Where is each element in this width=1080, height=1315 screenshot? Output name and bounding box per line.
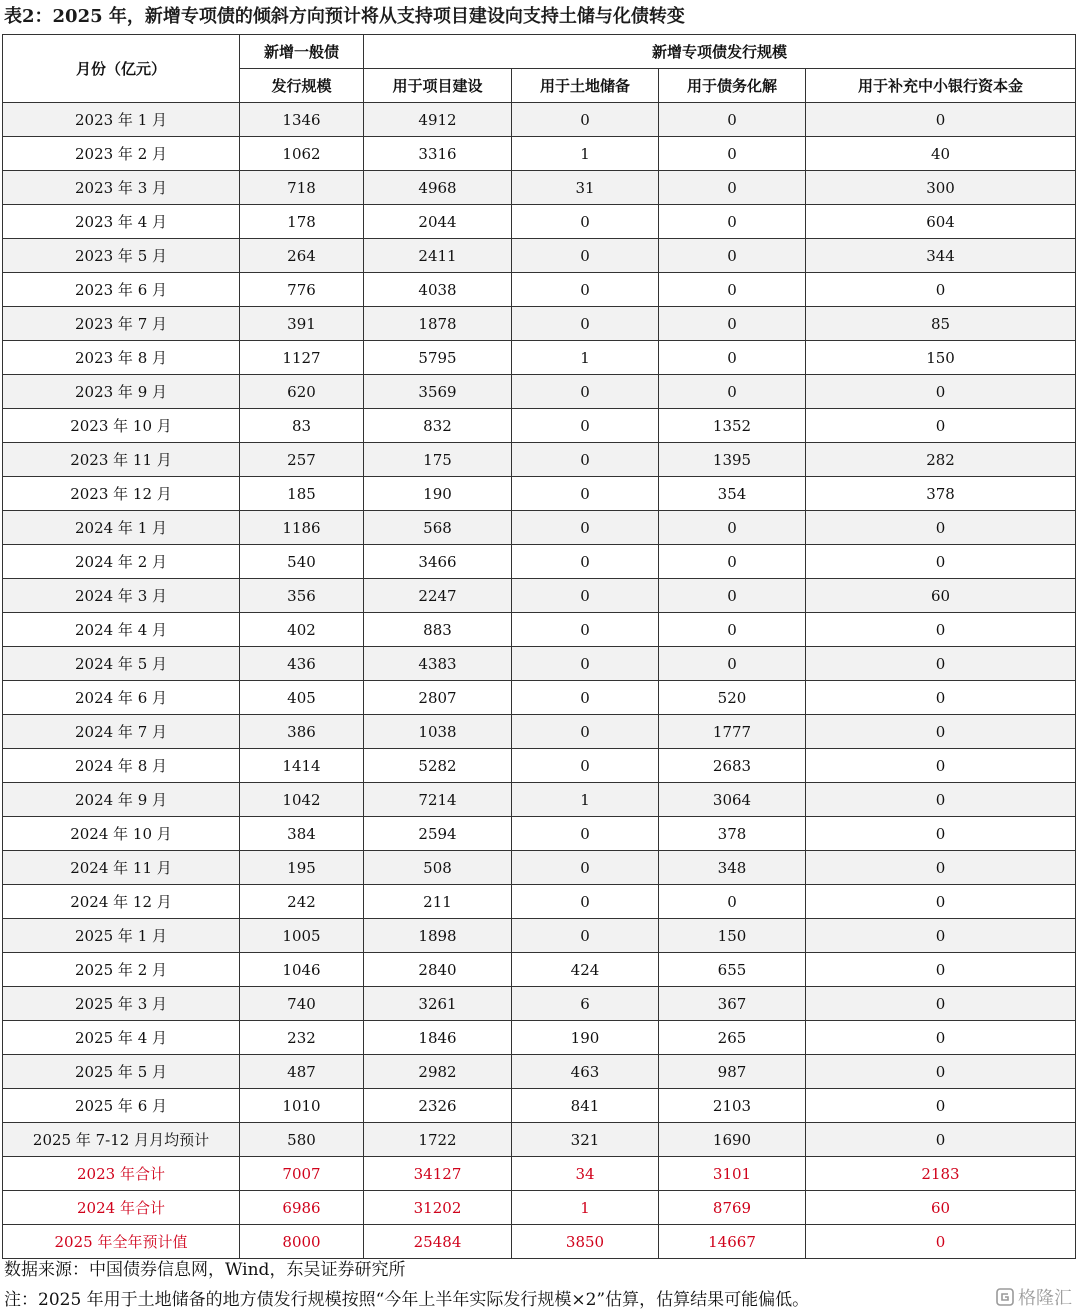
cell-debt: 150 [659, 919, 806, 953]
cell-bank: 0 [806, 1055, 1076, 1089]
bond-issuance-table [2, 34, 1076, 1259]
cell-land: 0 [512, 103, 659, 137]
cell-land: 1 [512, 783, 659, 817]
cell-debt: 354 [659, 477, 806, 511]
cell-debt: 0 [659, 579, 806, 613]
cell-general: 242 [240, 885, 364, 919]
total-row [3, 1191, 1076, 1225]
cell-month: 2025 年 4 月 [3, 1021, 240, 1055]
cell-land: 463 [512, 1055, 659, 1089]
watermark-text: 格隆汇 [1018, 1288, 1072, 1309]
cell-debt: 520 [659, 681, 806, 715]
cell-month: 2024 年 6 月 [3, 681, 240, 715]
cell-debt: 0 [659, 545, 806, 579]
cell-month: 2025 年 5 月 [3, 1055, 240, 1089]
cell-land: 0 [512, 545, 659, 579]
cell-general: 1042 [240, 783, 364, 817]
table-row [3, 1021, 1076, 1055]
cell-land: 0 [512, 919, 659, 953]
cell-bank: 344 [806, 239, 1076, 273]
cell-project: 4968 [364, 171, 512, 205]
table-row [3, 1055, 1076, 1089]
cell-bank: 0 [806, 783, 1076, 817]
total-cell-debt: 3101 [659, 1157, 806, 1191]
total-cell-bank: 2183 [806, 1157, 1076, 1191]
cell-project: 832 [364, 409, 512, 443]
total-cell-land: 34 [512, 1157, 659, 1191]
table-row [3, 307, 1076, 341]
cell-land: 0 [512, 205, 659, 239]
cell-project: 2594 [364, 817, 512, 851]
cell-land: 0 [512, 885, 659, 919]
cell-project: 3261 [364, 987, 512, 1021]
cell-general: 232 [240, 1021, 364, 1055]
cell-land: 1 [512, 137, 659, 171]
watermark [996, 1284, 1072, 1310]
cell-general: 487 [240, 1055, 364, 1089]
cell-month: 2023 年 5 月 [3, 239, 240, 273]
cell-general: 402 [240, 613, 364, 647]
cell-project: 175 [364, 443, 512, 477]
cell-debt: 0 [659, 239, 806, 273]
cell-general: 1010 [240, 1089, 364, 1123]
cell-land: 841 [512, 1089, 659, 1123]
cell-general: 1127 [240, 341, 364, 375]
cell-bank: 0 [806, 1089, 1076, 1123]
table-row [3, 783, 1076, 817]
total-cell-debt: 8769 [659, 1191, 806, 1225]
cell-bank: 0 [806, 681, 1076, 715]
cell-debt: 0 [659, 307, 806, 341]
cell-debt: 0 [659, 511, 806, 545]
cell-month: 2024 年 2 月 [3, 545, 240, 579]
table-row [3, 715, 1076, 749]
table-row [3, 171, 1076, 205]
cell-land: 0 [512, 613, 659, 647]
total-cell-project: 25484 [364, 1225, 512, 1259]
cell-month: 2024 年 12 月 [3, 885, 240, 919]
total-cell-bank: 0 [806, 1225, 1076, 1259]
cell-bank: 85 [806, 307, 1076, 341]
cell-bank: 0 [806, 749, 1076, 783]
table-body [3, 103, 1076, 1259]
table-row [3, 851, 1076, 885]
cell-project: 5795 [364, 341, 512, 375]
cell-project: 883 [364, 613, 512, 647]
cell-debt: 1777 [659, 715, 806, 749]
cell-month: 2023 年 9 月 [3, 375, 240, 409]
table-row [3, 239, 1076, 273]
cell-project: 4383 [364, 647, 512, 681]
cell-general: 391 [240, 307, 364, 341]
table-row [3, 579, 1076, 613]
cell-project: 2044 [364, 205, 512, 239]
cell-month: 2023 年 4 月 [3, 205, 240, 239]
cell-bank: 0 [806, 987, 1076, 1021]
header-special-group: 新增专项债发行规模 [364, 35, 1076, 69]
cell-land: 0 [512, 239, 659, 273]
header-general-line1: 新增一般债 [240, 35, 364, 69]
cell-land: 0 [512, 579, 659, 613]
cell-month: 2024 年 10 月 [3, 817, 240, 851]
cell-month: 2025 年 1 月 [3, 919, 240, 953]
cell-month: 2023 年 11 月 [3, 443, 240, 477]
cell-project: 211 [364, 885, 512, 919]
cell-general: 178 [240, 205, 364, 239]
cell-bank: 0 [806, 1021, 1076, 1055]
cell-land: 31 [512, 171, 659, 205]
cell-month: 2024 年 7 月 [3, 715, 240, 749]
cell-debt: 0 [659, 885, 806, 919]
cell-debt: 0 [659, 137, 806, 171]
header-land: 用于土地储备 [512, 69, 659, 103]
cell-general: 185 [240, 477, 364, 511]
table-row [3, 103, 1076, 137]
cell-land: 321 [512, 1123, 659, 1157]
footnote: 注：2025 年用于土地储备的地方债发行规模按照“今年上半年实际发行规模×2”估算，估算结果可能偏低。 [4, 1290, 810, 1310]
total-cell-project: 34127 [364, 1157, 512, 1191]
cell-general: 718 [240, 171, 364, 205]
total-cell-land: 1 [512, 1191, 659, 1225]
table-row [3, 613, 1076, 647]
table-row [3, 273, 1076, 307]
cell-project: 2807 [364, 681, 512, 715]
cell-project: 7214 [364, 783, 512, 817]
cell-general: 1005 [240, 919, 364, 953]
total-cell-month: 2025 年全年预计值 [3, 1225, 240, 1259]
cell-bank: 0 [806, 885, 1076, 919]
header-project: 用于项目建设 [364, 69, 512, 103]
cell-bank: 0 [806, 953, 1076, 987]
cell-land: 0 [512, 443, 659, 477]
cell-bank: 40 [806, 137, 1076, 171]
cell-project: 1898 [364, 919, 512, 953]
cell-general: 1062 [240, 137, 364, 171]
cell-bank: 0 [806, 817, 1076, 851]
cell-month: 2023 年 7 月 [3, 307, 240, 341]
cell-project: 2247 [364, 579, 512, 613]
cell-debt: 0 [659, 613, 806, 647]
table-row [3, 511, 1076, 545]
cell-debt: 0 [659, 171, 806, 205]
cell-month: 2024 年 5 月 [3, 647, 240, 681]
total-cell-debt: 14667 [659, 1225, 806, 1259]
cell-general: 1046 [240, 953, 364, 987]
cell-debt: 1395 [659, 443, 806, 477]
cell-project: 3316 [364, 137, 512, 171]
cell-project: 4912 [364, 103, 512, 137]
cell-month: 2023 年 2 月 [3, 137, 240, 171]
cell-bank: 0 [806, 715, 1076, 749]
cell-debt: 0 [659, 375, 806, 409]
cell-month: 2024 年 3 月 [3, 579, 240, 613]
cell-land: 0 [512, 647, 659, 681]
cell-general: 1346 [240, 103, 364, 137]
cell-bank: 0 [806, 919, 1076, 953]
cell-general: 620 [240, 375, 364, 409]
cell-bank: 0 [806, 851, 1076, 885]
table-row [3, 409, 1076, 443]
table-title: 表2：2025 年，新增专项债的倾斜方向预计将从支持项目建设向支持土储与化债转变 [4, 6, 685, 27]
cell-project: 3569 [364, 375, 512, 409]
cell-land: 0 [512, 749, 659, 783]
cell-month: 2025 年 2 月 [3, 953, 240, 987]
cell-land: 0 [512, 851, 659, 885]
cell-debt: 3064 [659, 783, 806, 817]
cell-bank: 0 [806, 545, 1076, 579]
cell-project: 2411 [364, 239, 512, 273]
table-row [3, 953, 1076, 987]
table-row [3, 205, 1076, 239]
cell-general: 405 [240, 681, 364, 715]
total-row [3, 1157, 1076, 1191]
cell-bank: 0 [806, 273, 1076, 307]
total-cell-month: 2023 年合计 [3, 1157, 240, 1191]
cell-project: 3466 [364, 545, 512, 579]
total-cell-bank: 60 [806, 1191, 1076, 1225]
cell-month: 2023 年 3 月 [3, 171, 240, 205]
cell-debt: 2103 [659, 1089, 806, 1123]
cell-land: 0 [512, 409, 659, 443]
total-cell-land: 3850 [512, 1225, 659, 1259]
cell-debt: 348 [659, 851, 806, 885]
cell-debt: 0 [659, 341, 806, 375]
cell-debt: 1352 [659, 409, 806, 443]
cell-project: 508 [364, 851, 512, 885]
cell-general: 386 [240, 715, 364, 749]
total-cell-general: 8000 [240, 1225, 364, 1259]
total-row [3, 1225, 1076, 1259]
cell-debt: 367 [659, 987, 806, 1021]
cell-land: 1 [512, 341, 659, 375]
cell-month: 2023 年 1 月 [3, 103, 240, 137]
cell-debt: 0 [659, 205, 806, 239]
cell-land: 0 [512, 477, 659, 511]
cell-land: 424 [512, 953, 659, 987]
table-row [3, 341, 1076, 375]
cell-bank: 0 [806, 409, 1076, 443]
cell-month: 2024 年 11 月 [3, 851, 240, 885]
cell-general: 83 [240, 409, 364, 443]
cell-month: 2023 年 6 月 [3, 273, 240, 307]
header-general-line2: 发行规模 [240, 69, 364, 103]
cell-bank: 604 [806, 205, 1076, 239]
cell-month: 2023 年 12 月 [3, 477, 240, 511]
total-cell-general: 7007 [240, 1157, 364, 1191]
cell-debt: 655 [659, 953, 806, 987]
table-row [3, 885, 1076, 919]
cell-general: 1186 [240, 511, 364, 545]
cell-month: 2024 年 9 月 [3, 783, 240, 817]
cell-general: 384 [240, 817, 364, 851]
cell-project: 2840 [364, 953, 512, 987]
table-row [3, 647, 1076, 681]
table-row [3, 137, 1076, 171]
cell-land: 0 [512, 681, 659, 715]
cell-bank: 150 [806, 341, 1076, 375]
cell-project: 190 [364, 477, 512, 511]
cell-project: 1846 [364, 1021, 512, 1055]
cell-general: 356 [240, 579, 364, 613]
cell-project: 568 [364, 511, 512, 545]
cell-debt: 0 [659, 103, 806, 137]
cell-bank: 0 [806, 613, 1076, 647]
cell-general: 436 [240, 647, 364, 681]
table-row [3, 443, 1076, 477]
cell-general: 257 [240, 443, 364, 477]
cell-month: 2024 年 4 月 [3, 613, 240, 647]
cell-land: 0 [512, 273, 659, 307]
total-cell-general: 6986 [240, 1191, 364, 1225]
cell-bank: 282 [806, 443, 1076, 477]
cell-bank: 0 [806, 375, 1076, 409]
cell-month: 2024 年 1 月 [3, 511, 240, 545]
table-row [3, 545, 1076, 579]
table-row [3, 477, 1076, 511]
cell-bank: 378 [806, 477, 1076, 511]
total-cell-month: 2024 年合计 [3, 1191, 240, 1225]
cell-project: 2982 [364, 1055, 512, 1089]
cell-bank: 0 [806, 1123, 1076, 1157]
header-debt: 用于债务化解 [659, 69, 806, 103]
cell-bank: 0 [806, 647, 1076, 681]
cell-general: 580 [240, 1123, 364, 1157]
cell-month: 2025 年 3 月 [3, 987, 240, 1021]
cell-land: 190 [512, 1021, 659, 1055]
cell-debt: 987 [659, 1055, 806, 1089]
cell-debt: 265 [659, 1021, 806, 1055]
cell-bank: 0 [806, 511, 1076, 545]
cell-debt: 0 [659, 273, 806, 307]
cell-project: 2326 [364, 1089, 512, 1123]
cell-land: 0 [512, 307, 659, 341]
cell-month: 2023 年 8 月 [3, 341, 240, 375]
cell-land: 0 [512, 375, 659, 409]
table-row [3, 749, 1076, 783]
cell-bank: 60 [806, 579, 1076, 613]
table-row [3, 681, 1076, 715]
cell-general: 195 [240, 851, 364, 885]
header-month: 月份（亿元） [3, 35, 240, 103]
total-cell-project: 31202 [364, 1191, 512, 1225]
cell-general: 540 [240, 545, 364, 579]
cell-project: 1038 [364, 715, 512, 749]
cell-bank: 0 [806, 103, 1076, 137]
table-row [3, 1123, 1076, 1157]
cell-debt: 2683 [659, 749, 806, 783]
cell-debt: 0 [659, 647, 806, 681]
header-bank: 用于补充中小银行资本金 [806, 69, 1076, 103]
cell-month: 2024 年 8 月 [3, 749, 240, 783]
cell-general: 1414 [240, 749, 364, 783]
table-row [3, 375, 1076, 409]
cell-land: 0 [512, 715, 659, 749]
table-row [3, 987, 1076, 1021]
cell-month: 2025 年 6 月 [3, 1089, 240, 1123]
cell-month: 2025 年 7-12 月月均预计 [3, 1123, 240, 1157]
cell-land: 6 [512, 987, 659, 1021]
cell-debt: 378 [659, 817, 806, 851]
cell-project: 1722 [364, 1123, 512, 1157]
cell-general: 740 [240, 987, 364, 1021]
cell-land: 0 [512, 817, 659, 851]
source-note: 数据来源：中国债券信息网，Wind，东吴证券研究所 [4, 1260, 406, 1280]
cell-project: 5282 [364, 749, 512, 783]
cell-project: 1878 [364, 307, 512, 341]
cell-land: 0 [512, 511, 659, 545]
notes [4, 1255, 809, 1315]
cell-general: 264 [240, 239, 364, 273]
table-row [3, 919, 1076, 953]
cell-bank: 300 [806, 171, 1076, 205]
watermark-logo-icon [996, 1288, 1014, 1306]
cell-debt: 1690 [659, 1123, 806, 1157]
cell-general: 776 [240, 273, 364, 307]
table-row [3, 817, 1076, 851]
cell-month: 2023 年 10 月 [3, 409, 240, 443]
cell-project: 4038 [364, 273, 512, 307]
table-row [3, 1089, 1076, 1123]
